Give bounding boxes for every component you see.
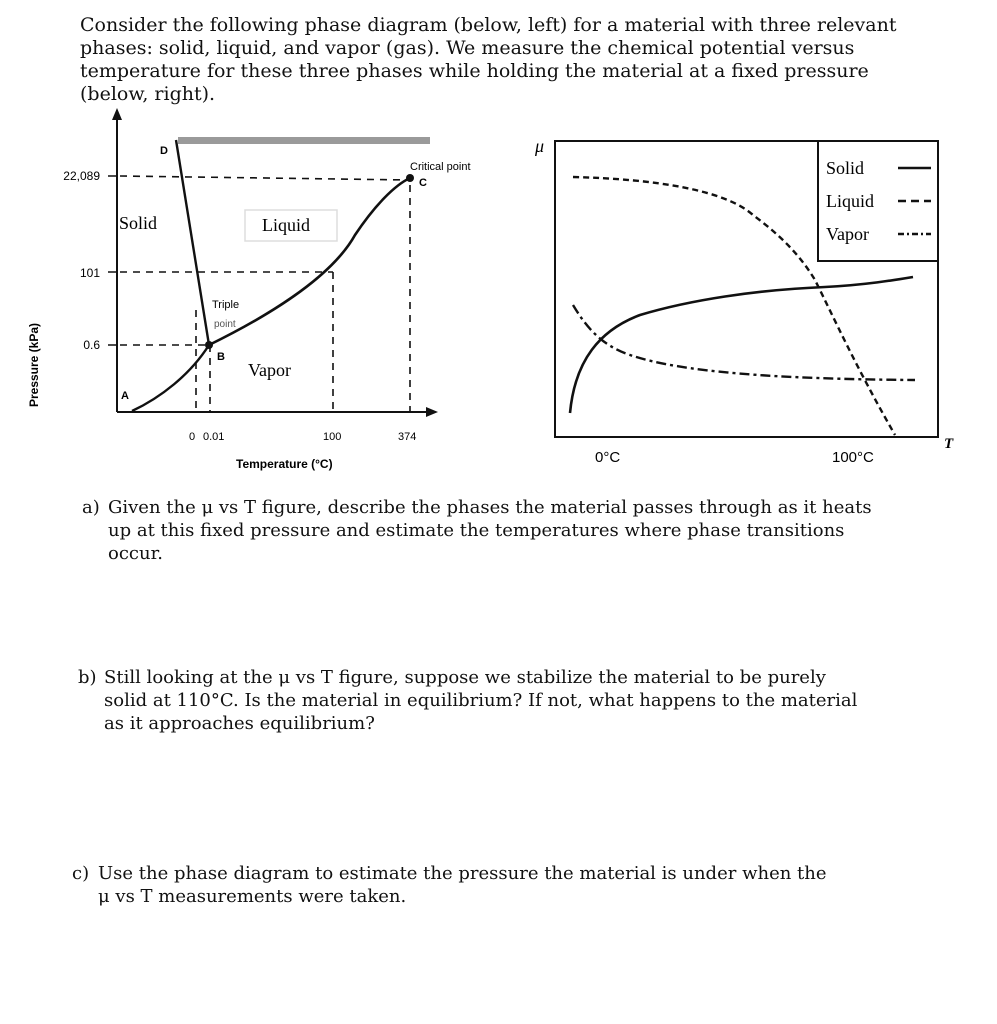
pd-critical-point-label: Critical point bbox=[410, 161, 471, 173]
pd-region-vapor: Vapor bbox=[248, 360, 291, 380]
question-letter: b) bbox=[78, 667, 97, 688]
mu-curve-vapor bbox=[573, 305, 915, 380]
question-letter: c) bbox=[72, 863, 90, 884]
mu-y-axis-label: μ bbox=[535, 136, 545, 156]
pd-x-tick: 0 bbox=[189, 431, 196, 443]
pd-triple-point-label-2: point bbox=[214, 319, 236, 330]
pd-x-tick: 100 bbox=[323, 431, 342, 443]
pd-x-axis-arrow bbox=[426, 407, 438, 417]
pd-region-liquid: Liquid bbox=[262, 215, 310, 235]
pd-point-d: D bbox=[160, 145, 168, 157]
pd-point-c: C bbox=[419, 177, 427, 189]
pd-region-solid: Solid bbox=[119, 213, 158, 233]
question-text: Still looking at the μ vs T figure, suppose we stabilize the material to be purely solid at 110°C. Is the material in equilibrium? If not, what happens to the material as it approaches equilibrium? bbox=[104, 667, 858, 734]
pd-y-axis-arrow bbox=[112, 108, 122, 120]
question-c bbox=[72, 862, 872, 908]
pd-x-tick: 0.01 bbox=[203, 431, 225, 443]
pd-y-tick: 101 bbox=[79, 266, 100, 280]
mu-curve-solid bbox=[570, 277, 913, 413]
mu-x-tick: 100°C bbox=[832, 449, 874, 466]
question-text: Use the phase diagram to estimate the pressure the material is under when the μ vs T measurements were taken. bbox=[98, 863, 827, 907]
mu-vs-t-plot bbox=[525, 130, 960, 475]
question-a bbox=[82, 496, 902, 565]
mu-x-axis-label: T bbox=[944, 436, 954, 452]
question-letter: a) bbox=[82, 497, 100, 518]
pd-point-b: B bbox=[217, 351, 225, 363]
pd-y-axis-label: Pressure (kPa) bbox=[27, 322, 41, 408]
pd-x-tick: 374 bbox=[398, 431, 417, 443]
mu-x-tick: 0°C bbox=[595, 449, 621, 466]
question-b bbox=[78, 666, 888, 735]
intro-paragraph: Consider the following phase diagram (below, left) for a material with three relevant phases: solid, liquid, and vapor (gas). We measure the chemical potential versus temperature for these three phases while holding the material at a fixed pressure (below, right). bbox=[80, 14, 897, 105]
phase-diagram bbox=[0, 100, 520, 485]
mu-legend-label: Vapor bbox=[826, 224, 869, 244]
pd-top-band bbox=[178, 137, 430, 144]
pd-y-tick: 22,089 bbox=[63, 169, 100, 183]
pd-melting-curve bbox=[176, 140, 209, 345]
pd-vaporization-curve bbox=[209, 178, 410, 345]
pd-triple-point-label: Triple bbox=[212, 299, 240, 311]
pd-x-axis-label: Temperature (°C) bbox=[236, 457, 333, 471]
question-text: Given the μ vs T figure, describe the phases the material passes through as it heats up at this fixed pressure and estimate the temperatures where phase transitions occur. bbox=[108, 497, 872, 564]
pd-critical-point-marker bbox=[406, 174, 414, 182]
mu-legend-label: Solid bbox=[826, 158, 865, 178]
pd-triple-point-marker bbox=[205, 341, 213, 349]
pd-point-a: A bbox=[121, 390, 129, 402]
pd-sublimation-curve bbox=[132, 345, 209, 411]
pd-y-tick: 0.6 bbox=[83, 338, 100, 352]
mu-legend-label: Liquid bbox=[826, 191, 874, 211]
pd-guide-22089 bbox=[120, 176, 410, 180]
